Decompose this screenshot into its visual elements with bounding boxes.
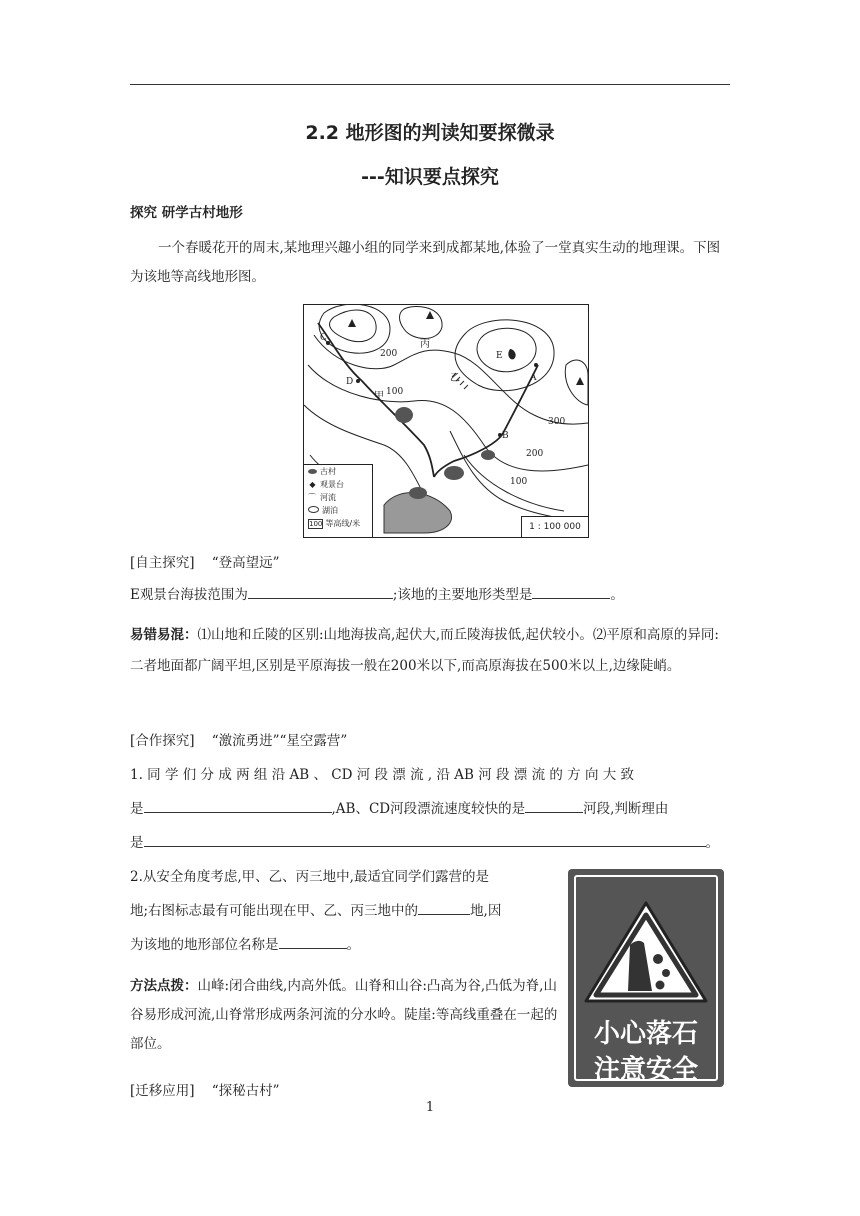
- map-legend: [304, 464, 373, 537]
- confuse-text: ⑴山地和丘陵的区别:山地海拔高,起伏大,而丘陵海拔低,起伏较小。⑵平原和高原的异同:二者地面都广阔平坦,区别是平原海拔一般在200米以下,而高原海拔在500米以上,边缘陡峭。: [130, 627, 719, 674]
- map-label-yi: 乙: [450, 373, 460, 384]
- answer-blank[interactable]: [418, 900, 470, 915]
- q1-line3: [130, 832, 730, 854]
- answer-blank[interactable]: [525, 798, 583, 813]
- method-label: 方法点拨：: [130, 978, 198, 994]
- section-heading: 探究 研学古村地形: [130, 205, 243, 221]
- question-text: 地,因: [470, 903, 502, 919]
- answer-blank[interactable]: [144, 798, 332, 813]
- q2-line1: 2.从安全角度考虑,甲、乙、丙三地中,最适宜同学们露营的是: [130, 869, 489, 885]
- intro-paragraph: 一个春暖花开的周末,某地理兴趣小组的同学来到成都某地,体验了一堂真实生动的地理课。下图为该地等高线地形图。: [130, 240, 721, 285]
- map-label-b: B: [502, 431, 509, 441]
- legend-item: ◆ 观景台: [309, 480, 344, 489]
- map-label-c: C: [320, 333, 327, 343]
- falling-rocks-sign: [568, 869, 724, 1087]
- question-text: 是: [130, 801, 144, 817]
- map-label-bing: 丙: [420, 339, 430, 350]
- answer-blank[interactable]: [144, 832, 706, 847]
- self-study-topic: “登高望远”: [211, 555, 280, 571]
- q1-line2: [130, 798, 730, 820]
- question-text: 。: [610, 587, 624, 603]
- coop-topic: “激流勇进”“星空露营”: [211, 733, 348, 749]
- confuse-label: 易错易混：: [130, 627, 198, 643]
- sign-line1: 小心落石: [593, 1019, 698, 1049]
- contour-label-200b: 200: [526, 449, 544, 459]
- method-note: [130, 972, 560, 1059]
- answer-blank[interactable]: [279, 934, 347, 949]
- header-rule: [130, 84, 730, 85]
- question-text: E观景台海拔范围为: [130, 587, 248, 603]
- legend-item: 100 等高线/米: [309, 519, 361, 528]
- contour-label-100: 100: [386, 387, 404, 397]
- map-scale: 1 : 100 000: [521, 516, 588, 537]
- question-text: 为该地的地形部位名称是: [130, 937, 279, 953]
- question-text: 河段,判断理由: [583, 801, 669, 817]
- page-subtitle: ---知识要点探究: [361, 166, 499, 188]
- question-text: ,AB、CD河段漂流速度较快的是: [331, 801, 526, 817]
- q2-line2: [130, 900, 560, 922]
- page-number: 1: [425, 1100, 435, 1115]
- map-label-d: D: [346, 377, 354, 387]
- confuse-note: [130, 620, 730, 682]
- sign-line2: 注意安全: [593, 1055, 698, 1085]
- coop-tag: [合作探究]: [130, 733, 195, 749]
- legend-item: 古村: [304, 465, 372, 478]
- contour-label-200: 200: [380, 349, 398, 359]
- map-label-e: E: [496, 351, 503, 361]
- legend-item: ⌒ 河流: [308, 493, 336, 502]
- contour-map: [303, 304, 589, 538]
- self-study-question: [130, 584, 730, 606]
- question-text: 是: [130, 835, 144, 851]
- page-title: 2.2 地形图的判读知要探微录: [305, 122, 555, 144]
- contour-label-100b: 100: [510, 477, 528, 487]
- transfer-topic: “探秘古村”: [211, 1083, 280, 1099]
- map-label-a: A: [530, 373, 537, 383]
- question-text: ;该地的主要地形类型是: [392, 587, 533, 603]
- map-label-jia: 甲: [374, 391, 384, 402]
- question-text: 地;右图标志最有可能出现在甲、乙、丙三地中的: [130, 903, 419, 919]
- answer-blank[interactable]: [248, 584, 393, 599]
- transfer-tag: [迁移应用]: [130, 1083, 195, 1099]
- method-text: 山峰:闭合曲线,内高外低。山脊和山谷:凸高为谷,凸低为脊,山谷易形成河流,山脊常形成两条河流的分水岭。陡崖:等高线重叠在一起的部位。: [130, 978, 558, 1052]
- question-text: 。: [346, 937, 360, 953]
- contour-label-300: 300: [548, 417, 566, 427]
- q2-line3: [130, 934, 560, 956]
- answer-blank[interactable]: [532, 584, 610, 599]
- legend-item: 湖泊: [304, 504, 372, 517]
- self-study-header: [130, 552, 730, 574]
- self-study-tag: [自主探究]: [130, 555, 195, 571]
- q1-line1: 1. 同 学 们 分 成 两 组 沿 AB 、 CD 河 段 漂 流 , 沿 AB 河 段 漂 流 的 方 向 大 致: [130, 767, 635, 783]
- coop-header: [130, 730, 730, 752]
- question-text: 。: [705, 835, 719, 851]
